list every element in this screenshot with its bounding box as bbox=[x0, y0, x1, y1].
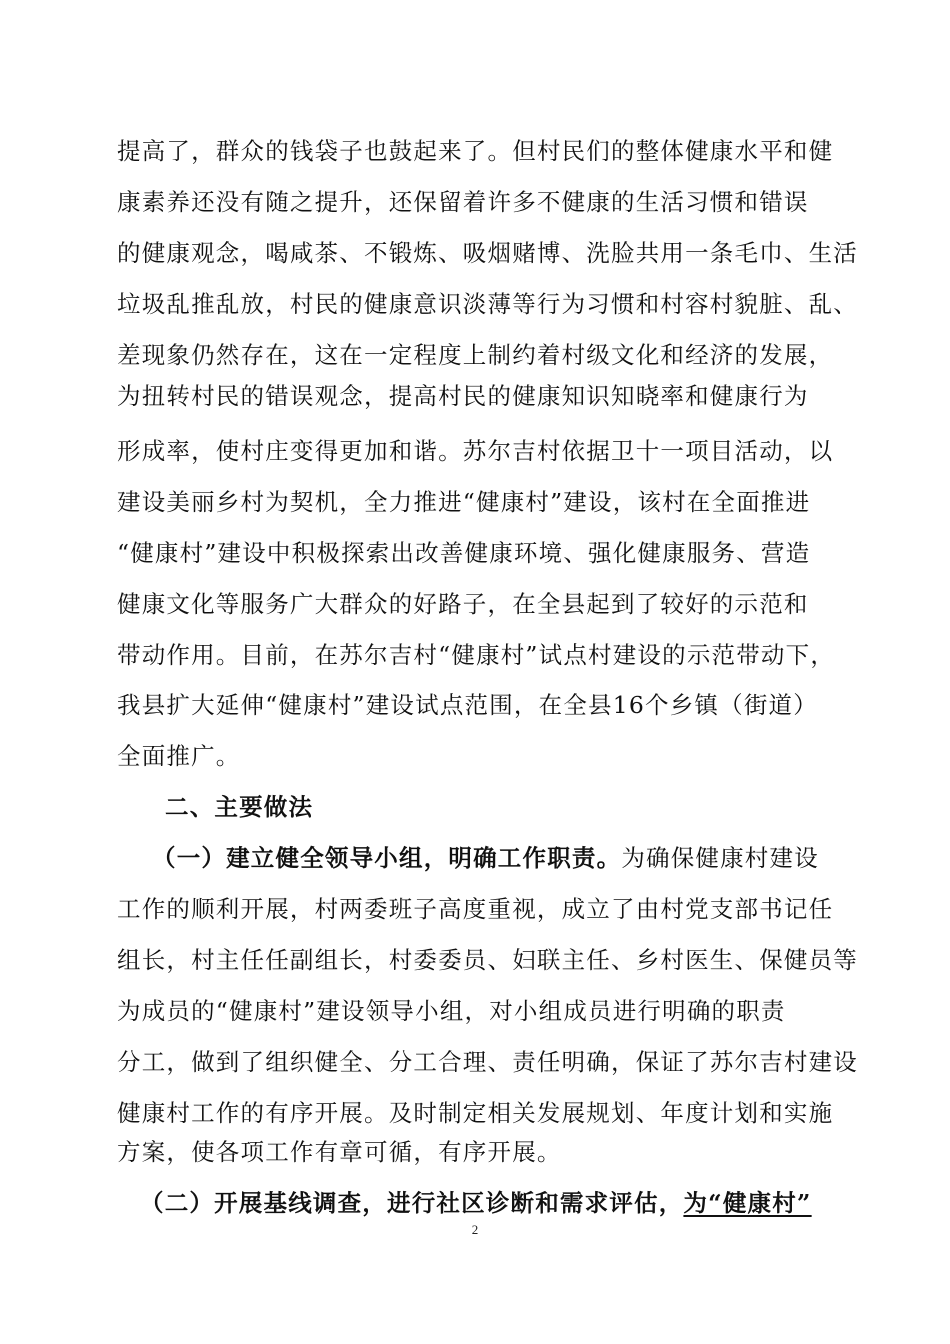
paragraph-line: 全面推广。 bbox=[117, 742, 241, 770]
subsection-1-heading: （一）建立健全领导小组，明确工作职责。 bbox=[152, 844, 622, 872]
paragraph-line: 工作的顺利开展，村两委班子高度重视，成立了由村党支部书记任 bbox=[117, 895, 834, 923]
paragraph-line: 带动作用。目前，在苏尔吉村“健康村”试点村建设的示范带动下， bbox=[117, 641, 836, 669]
subsection-2-underlined: 为“健康村” bbox=[683, 1189, 812, 1217]
subsection-1-first-line bbox=[152, 843, 877, 873]
page-number: 2 bbox=[471, 1222, 479, 1237]
subsection-2-line bbox=[140, 1188, 865, 1218]
paragraph-line: 为成员的“健康村”建设领导小组，对小组成员进行明确的职责 bbox=[117, 997, 786, 1025]
paragraph-line: 建设美丽乡村为契机，全力推进“健康村”建设，该村在全面推进 bbox=[117, 488, 811, 516]
paragraph-line: 形成率，使村庄变得更加和谐。苏尔吉村依据卫十一项目活动，以 bbox=[117, 437, 834, 465]
paragraph-line: 为扭转村民的错误观念，提高村民的健康知识知晓率和健康行为 bbox=[117, 382, 809, 410]
subsection-1-text: 为确保健康村建设 bbox=[621, 844, 819, 872]
subsection-2-heading: （二）开展基线调查，进行社区诊断和需求评估， bbox=[140, 1189, 684, 1217]
paragraph-line: 健康村工作的有序开展。及时制定相关发展规划、年度计划和实施 bbox=[117, 1099, 834, 1127]
paragraph-line: 差现象仍然存在，这在一定程度上制约着村级文化和经济的发展， bbox=[117, 341, 834, 369]
paragraph-line: 康素养还没有随之提升，还保留着许多不健康的生活习惯和错误 bbox=[117, 188, 809, 216]
paragraph-line: 健康文化等服务广大群众的好路子，在全县起到了较好的示范和 bbox=[117, 590, 809, 618]
paragraph-line: 提高了，群众的钱袋子也鼓起来了。但村民们的整体健康水平和健 bbox=[117, 137, 834, 165]
paragraph-line: 的健康观念，喝咸茶、不锻炼、吸烟赌博、洗脸共用一条毛巾、生活 bbox=[117, 239, 858, 267]
paragraph-line: 方案，使各项工作有章可循，有序开展。 bbox=[117, 1138, 562, 1166]
section-heading: 二、主要做法 bbox=[165, 793, 314, 821]
paragraph-line: 分工，做到了组织健全、分工合理、责任明确，保证了苏尔吉村建设 bbox=[117, 1048, 858, 1076]
paragraph-line: 垃圾乱推乱放，村民的健康意识淡薄等行为习惯和村容村貌脏、乱、 bbox=[117, 290, 858, 318]
paragraph-line: “健康村”建设中积极探索出改善健康环境、强化健康服务、营造 bbox=[117, 539, 811, 567]
paragraph-line: 组长，村主任任副组长，村委委员、妇联主任、乡村医生、保健员等 bbox=[117, 946, 858, 974]
paragraph-line: 我县扩大延伸“健康村”建设试点范围，在全县16个乡镇（街道） bbox=[117, 691, 818, 719]
